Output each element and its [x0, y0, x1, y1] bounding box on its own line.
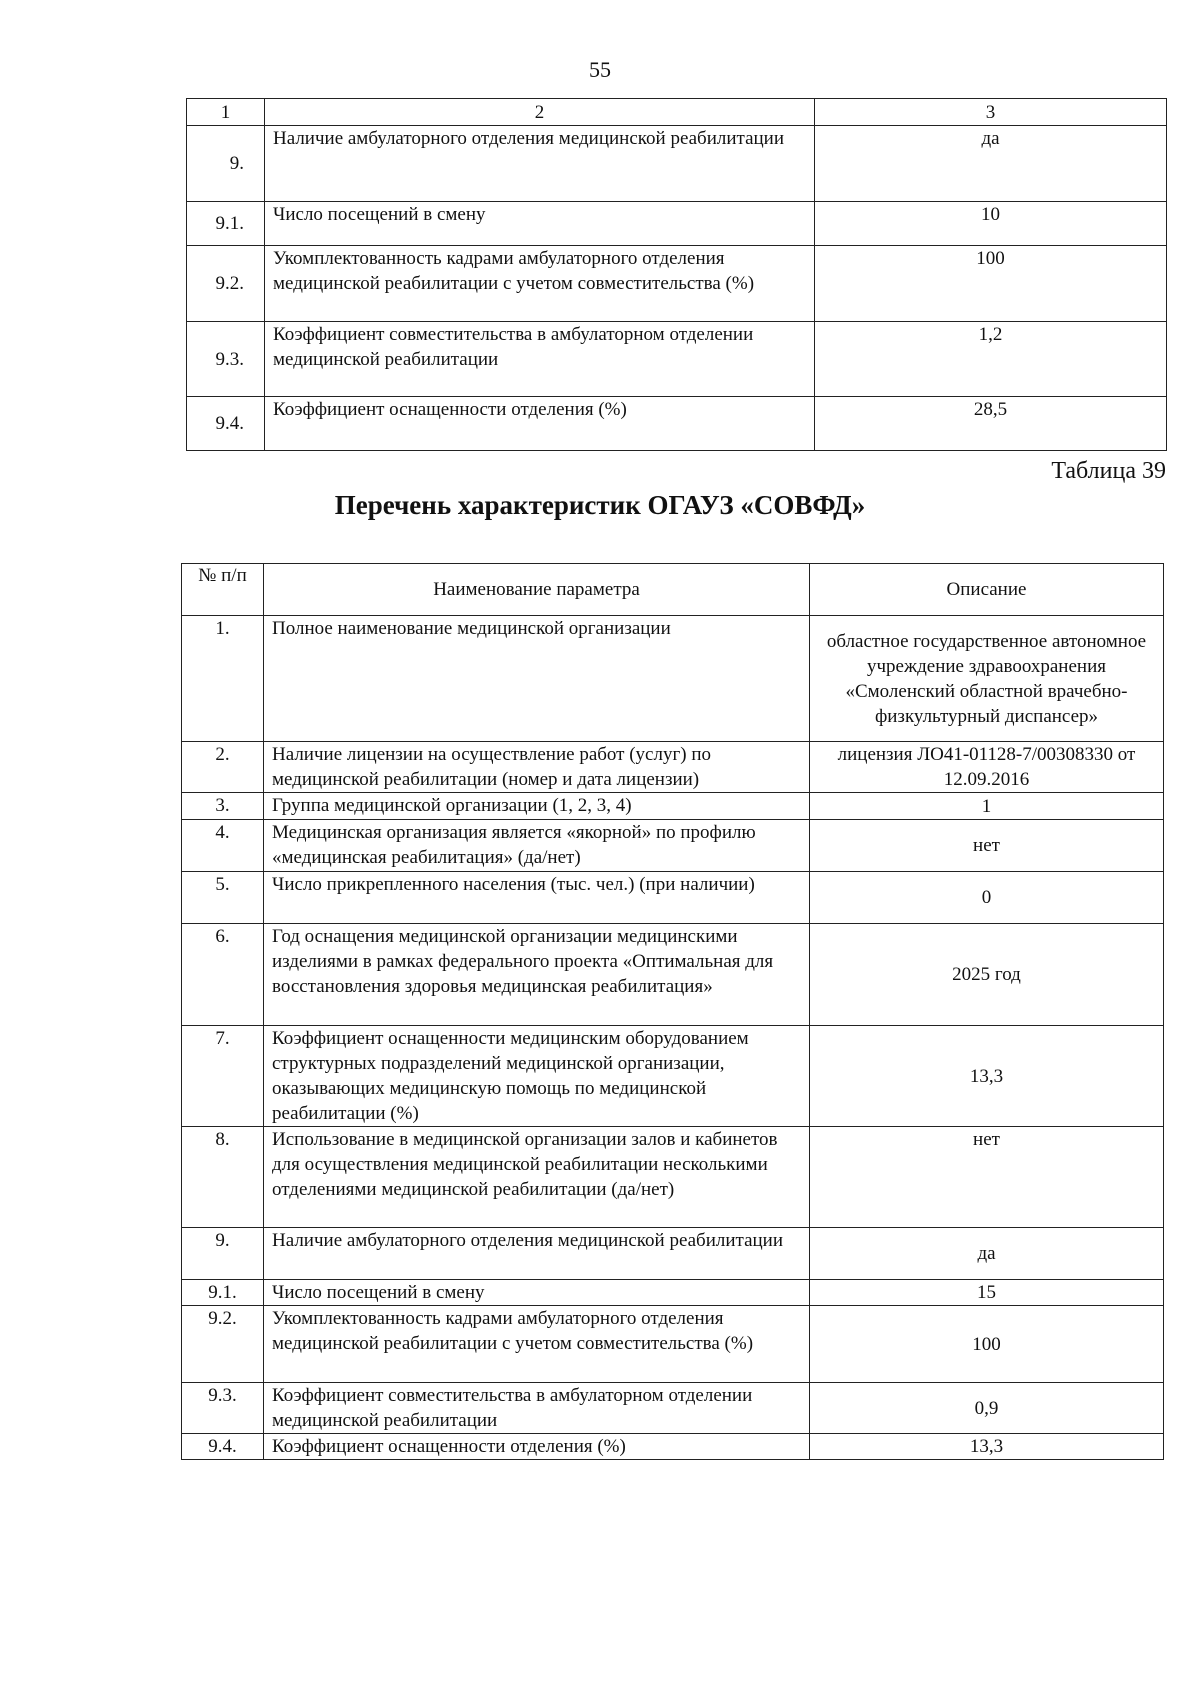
row-number: 9.4. [187, 397, 265, 451]
table-row [182, 1280, 1164, 1306]
parameter-name: Год оснащения медицинской организации медицинскими изделиями в рамках федерального проекта «Оптимальная для восстановления здоровья медицинская реабилитация» [264, 924, 810, 1026]
parameter-value: 13,3 [810, 1434, 1164, 1460]
table-header-row [187, 99, 1167, 126]
parameter-value: 1 [810, 793, 1164, 820]
row-number: 9.2. [182, 1306, 264, 1383]
page-title: Перечень характеристик ОГАУЗ «СОВФД» [334, 490, 866, 520]
table-row [182, 616, 1164, 742]
parameter-value: да [810, 1228, 1164, 1280]
row-number: 9.3. [187, 322, 265, 397]
parameter-name: Коэффициент совместительства в амбулаторном отделении медицинской реабилитации [264, 1383, 810, 1434]
parameter-name: Коэффициент совместительства в амбулаторном отделении медицинской реабилитации [265, 322, 815, 397]
column-header: 1 [187, 99, 265, 126]
table-row [182, 872, 1164, 924]
parameter-name: Медицинская организация является «якорной» по профилю «медицинская реабилитация» (да/нет) [264, 820, 810, 872]
parameter-name: Коэффициент оснащенности отделения (%) [264, 1434, 810, 1460]
table-row [187, 397, 1167, 451]
table-row [182, 820, 1164, 872]
parameter-name: Число посещений в смену [265, 202, 815, 246]
column-header-number: № п/п [182, 564, 264, 616]
table-row [182, 1306, 1164, 1383]
parameter-name: Наличие лицензии на осуществление работ (услуг) по медицинской реабилитации (номер и дата лицензии) [264, 742, 810, 793]
parameter-value: нет [810, 1127, 1164, 1228]
table-row [187, 126, 1167, 202]
continuation-table [186, 98, 1167, 451]
parameter-value: да [815, 126, 1167, 202]
parameter-value: 0,9 [810, 1383, 1164, 1434]
parameter-value: 15 [810, 1280, 1164, 1306]
parameter-value: 100 [815, 246, 1167, 322]
parameter-name: Полное наименование медицинской организации [264, 616, 810, 742]
parameter-name: Использование в медицинской организации залов и кабинетов для осуществления медицинской реабилитации несколькими отделениями медицинской реабилитации (да/нет) [264, 1127, 810, 1228]
parameter-value: областное государственное автономное учреждение здравоохранения «Смоленский областной врачебно-физкультурный диспансер» [810, 616, 1164, 742]
column-header: 2 [265, 99, 815, 126]
row-number: 2. [182, 742, 264, 793]
table-row [182, 1228, 1164, 1280]
parameter-name: Укомплектованность кадрами амбулаторного отделения медицинской реабилитации с учетом совместительства (%) [265, 246, 815, 322]
parameter-value: 1,2 [815, 322, 1167, 397]
parameter-name: Укомплектованность кадрами амбулаторного отделения медицинской реабилитации с учетом совместительства (%) [264, 1306, 810, 1383]
page-number: 55 [589, 57, 611, 82]
table-row [187, 202, 1167, 246]
table-header-row [182, 564, 1164, 616]
row-number: 9.2. [187, 246, 265, 322]
row-number: 7. [182, 1026, 264, 1127]
column-header-name: Наименование параметра [264, 564, 810, 616]
row-number: 9.1. [187, 202, 265, 246]
row-number: 5. [182, 872, 264, 924]
row-number: 1. [182, 616, 264, 742]
column-header-description: Описание [810, 564, 1164, 616]
row-number: 9.4. [182, 1434, 264, 1460]
row-number: 9. [187, 126, 265, 202]
row-number: 6. [182, 924, 264, 1026]
parameter-value: 2025 год [810, 924, 1164, 1026]
parameter-name: Число посещений в смену [264, 1280, 810, 1306]
table-label: Таблица 39 [1051, 458, 1166, 484]
table-row [182, 924, 1164, 1026]
table-row [182, 1127, 1164, 1228]
table-row [187, 322, 1167, 397]
parameter-name: Наличие амбулаторного отделения медицинской реабилитации [264, 1228, 810, 1280]
row-number: 8. [182, 1127, 264, 1228]
row-number: 9.3. [182, 1383, 264, 1434]
table-row [182, 742, 1164, 793]
table-row [187, 246, 1167, 322]
characteristics-table [181, 563, 1164, 1460]
parameter-name: Наличие амбулаторного отделения медицинской реабилитации [265, 126, 815, 202]
table-row [182, 1383, 1164, 1434]
row-number: 9. [182, 1228, 264, 1280]
parameter-value: 0 [810, 872, 1164, 924]
parameter-value: нет [810, 820, 1164, 872]
parameter-value: 13,3 [810, 1026, 1164, 1127]
parameter-value: 10 [815, 202, 1167, 246]
row-number: 3. [182, 793, 264, 820]
row-number: 4. [182, 820, 264, 872]
parameter-value: 100 [810, 1306, 1164, 1383]
parameter-value: 28,5 [815, 397, 1167, 451]
parameter-name: Число прикрепленного населения (тыс. чел.) (при наличии) [264, 872, 810, 924]
row-number: 9.1. [182, 1280, 264, 1306]
table-row [182, 1026, 1164, 1127]
parameter-name: Коэффициент оснащенности медицинским оборудованием структурных подразделений медицинской организации, оказывающих медицинскую помощь по медицинской реабилитации (%) [264, 1026, 810, 1127]
column-header: 3 [815, 99, 1167, 126]
parameter-name: Группа медицинской организации (1, 2, 3, 4) [264, 793, 810, 820]
parameter-value: лицензия ЛО41-01128-7/00308330 от 12.09.2016 [810, 742, 1164, 793]
table-row [182, 1434, 1164, 1460]
table-row [182, 793, 1164, 820]
parameter-name: Коэффициент оснащенности отделения (%) [265, 397, 815, 451]
